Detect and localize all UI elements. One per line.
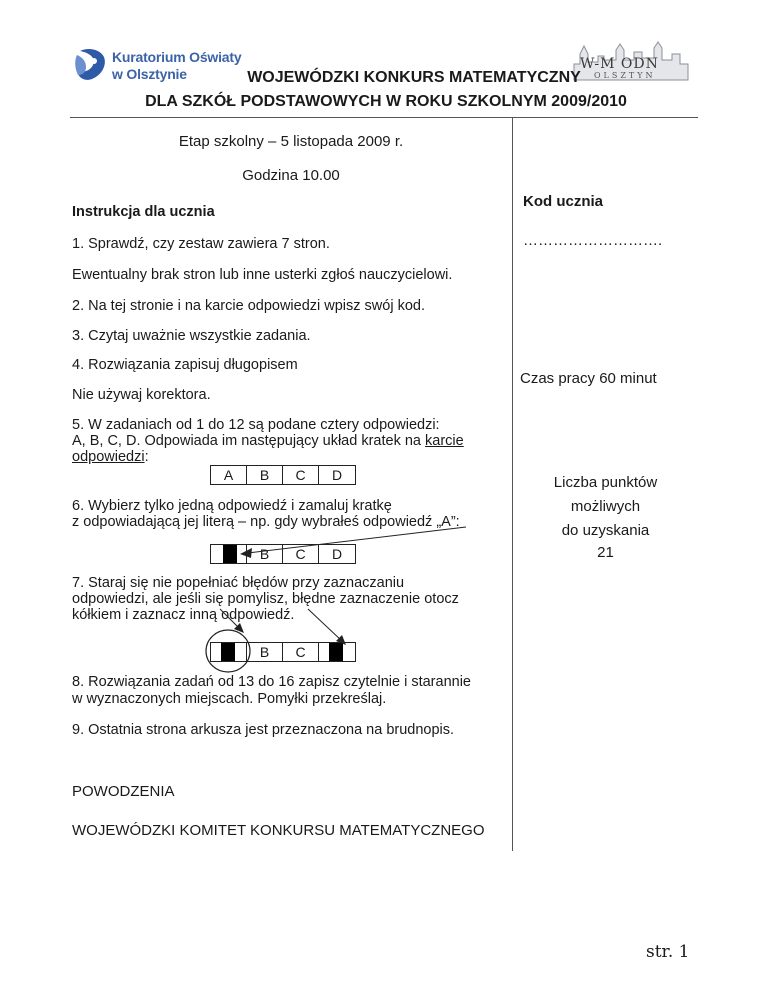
instruction-2: 2. Na tej stronie i na karcie odpowiedzi wpisz swój kod. [72, 298, 425, 314]
instruction-8a: 8. Rozwiązania zadań od 13 do 16 zapisz czytelnie i starannie [72, 674, 471, 690]
page-title-line1: WOJEWÓDZKI KONKURS MATEMATYCZNY [247, 69, 581, 86]
answer-box-b: B [247, 466, 283, 484]
instruction-5b [72, 433, 464, 450]
instruction-1: 1. Sprawdź, czy zestaw zawiera 7 stron. [72, 236, 330, 252]
answer-box-a: A [211, 466, 247, 484]
instruction-4b: Nie używaj korektora. [72, 387, 211, 403]
kuratorium-logo-line1: Kuratorium Oświaty [112, 49, 242, 65]
answer-box-b: B [247, 643, 283, 661]
answer-box-c: C [283, 545, 319, 563]
header-divider [70, 117, 698, 118]
instruction-4: 4. Rozwiązania zapisuj długopisem [72, 357, 298, 373]
points-line2: możliwych [570, 498, 641, 515]
stage-date: Etap szkolny – 5 listopada 2009 r. [178, 133, 404, 150]
instruction-6a: 6. Wybierz tylko jedną odpowiedź i zamaluj kratkę [72, 498, 392, 514]
instruction-5c-underlined: odpowiedzi [72, 449, 145, 465]
points-line3: do uzyskania [561, 522, 650, 539]
instruction-9: 9. Ostatnia strona arkusza jest przeznaczona na brudnopis. [72, 722, 455, 738]
instruction-7b: odpowiedzi, ale jeśli się pomylisz, błędne zaznaczenie otocz [72, 591, 459, 607]
instruction-1b: Ewentualny brak stron lub inne usterki zgłoś nauczycielowi. [72, 267, 453, 283]
instruction-5c-tail: : [144, 449, 149, 465]
instruction-5b-text: A, B, C, D. Odpowiada im następujący układ kratek na [72, 433, 426, 449]
duration: Czas pracy 60 minut [520, 370, 657, 387]
answer-boxes-example [210, 465, 356, 485]
arrow-icon [230, 525, 490, 565]
student-code-label: Kod ucznia [523, 193, 604, 210]
instruction-5c [72, 449, 149, 466]
page-title-line2: DLA SZKÓŁ PODSTAWOWYCH W ROKU SZKOLNYM 2009/2010 [145, 93, 627, 110]
answer-box-d: D [331, 546, 343, 562]
wm-odn-logo-line1: W-M ODN [580, 56, 659, 72]
answer-box-b-label: B [259, 546, 270, 562]
kuratorium-logo-line2: w Olsztynie [112, 66, 187, 82]
instruction-3: 3. Czytaj uważnie wszystkie zadania. [72, 328, 311, 344]
committee-signature: WOJEWÓDZKI KOMITET KONKURSU MATEMATYCZNEGO [72, 822, 485, 839]
points-max: 21 [597, 544, 614, 561]
instruction-8b: w wyznaczonych miejscach. Pomyłki przekreślaj. [72, 691, 387, 707]
instruction-7c: kółkiem i zaznacz inną odpowiedź. [72, 607, 295, 623]
student-code-field[interactable]: ………………………. [523, 232, 663, 249]
start-time: Godzina 10.00 [242, 167, 340, 184]
points-line1: Liczba punktów [553, 474, 658, 491]
correction-annotation-icon [200, 605, 370, 675]
instructions-heading: Instrukcja dla ucznia [72, 204, 215, 220]
page-number: str. 1 [646, 942, 690, 962]
good-luck: POWODZENIA [72, 783, 175, 800]
answer-box-c: C [283, 643, 319, 661]
instruction-5a: 5. W zadaniach od 1 do 12 są podane cztery odpowiedzi: [72, 417, 440, 433]
instruction-6b: z odpowiadającą jej literą – np. gdy wybrałeś odpowiedź „A”: [72, 514, 460, 530]
instruction-7a: 7. Staraj się nie popełniać błędów przy zaznaczaniu [72, 575, 405, 591]
answer-box-c: C [283, 466, 319, 484]
wm-odn-logo-line2: OLSZTYN [594, 71, 656, 80]
answer-box-d: D [331, 467, 343, 483]
instruction-5b-underlined: karcie [425, 433, 464, 449]
